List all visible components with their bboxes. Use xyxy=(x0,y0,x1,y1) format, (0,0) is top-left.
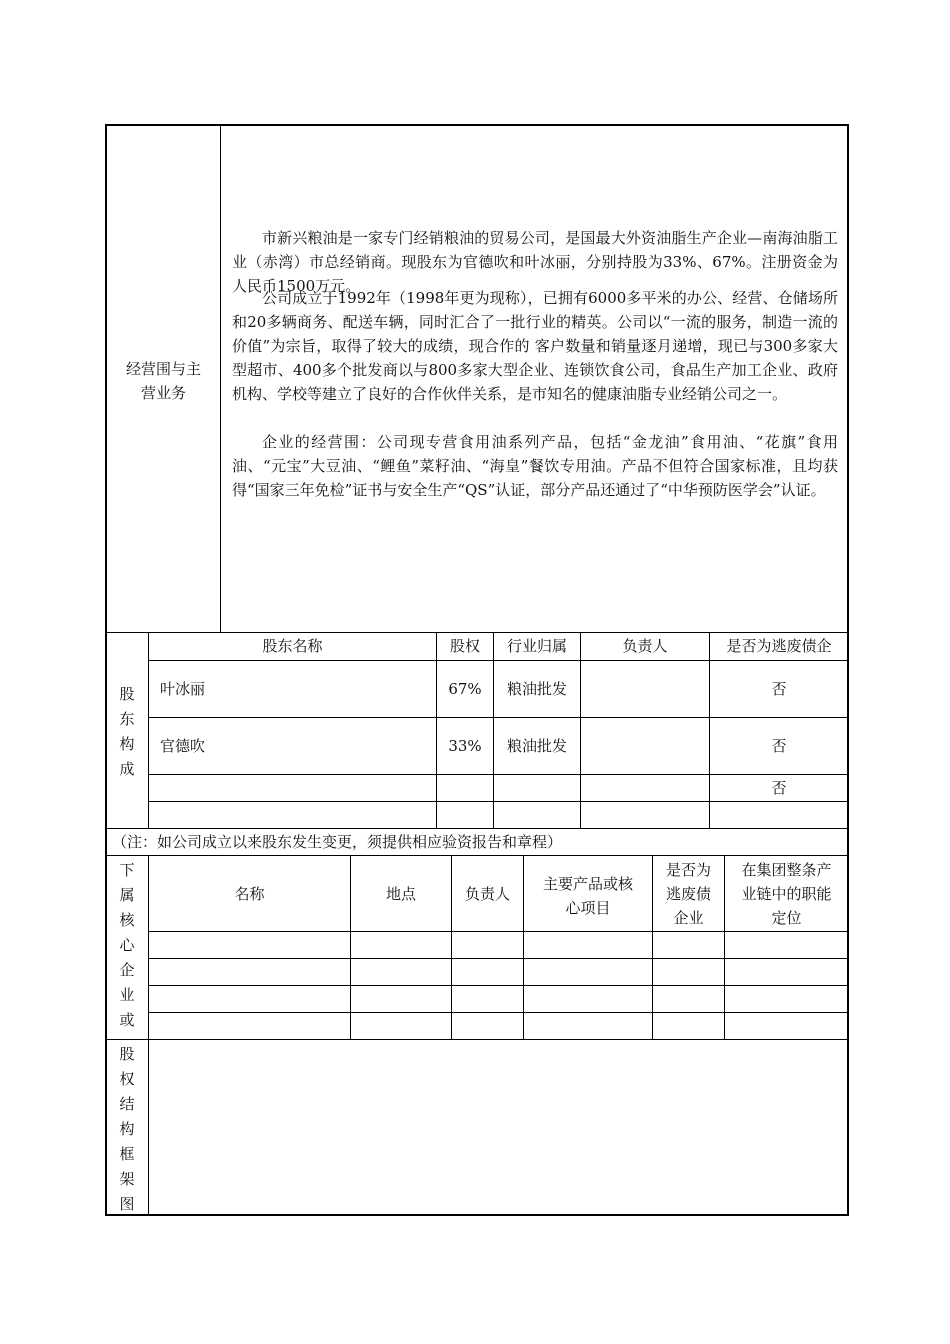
sub-line-1012 xyxy=(148,1012,848,1013)
border-top xyxy=(105,124,849,126)
sh-row2-equity: 33% xyxy=(448,737,482,755)
business-paragraph-2: 公司成立于1992年（1998年更为现称），已拥有6000多平米的办公、经营、仓储场所和20多辆商务、配送车辆，同时汇合了一批行业的精英。公司以“一流的服务，制造一流的价值”为宗旨，取得了较大的成绩，现合作的 客户数量和销量逐月递增，现已与300多家大型超市、400多个批发商以与800多家大型企业、连锁饮食公司，食品生产加工企业、政府机构、学校等建立了良好的合作伙伴关系，是市知名的健康油脂专业经销公司之一。 xyxy=(232,289,838,403)
sh-col-709 xyxy=(709,632,710,828)
sub-line-958 xyxy=(148,958,848,959)
sh-row1-equity: 67% xyxy=(448,680,482,698)
structure-diagram-area xyxy=(150,1041,846,1213)
business-label-line1: 经营围与主 xyxy=(125,360,201,378)
sh-line-660 xyxy=(148,660,848,661)
sub-line-1039 xyxy=(105,1039,849,1040)
sh-row1-evasion: 否 xyxy=(771,680,787,698)
sh-header-person: 负责人 xyxy=(622,637,668,655)
sub-header-evasion-line2: 逃废债 xyxy=(665,885,711,903)
sub-col-350 xyxy=(350,855,351,1039)
sh-row2-name: 官德吹 xyxy=(160,737,206,755)
shareholder-change-note: （注：如公司成立以来股东发生变更，须提供相应验资报告和章程） xyxy=(112,833,563,851)
sub-label-divider xyxy=(148,855,149,1216)
border-right xyxy=(847,124,849,1216)
sh-col-580 xyxy=(580,632,581,828)
sh-row2-industry: 粮油批发 xyxy=(506,737,567,755)
sh-row3-evasion: 否 xyxy=(771,779,787,797)
sh-row1-industry: 粮油批发 xyxy=(506,680,567,698)
line-632 xyxy=(105,632,849,633)
business-paragraph-3: 企业的经营围：公司现专营食用油系列产品，包括“金龙油”食用油、“花旗”食用油、“元宝”大豆油、“鲤鱼”菜籽油、“海皇”餐饮专用油。产品不但符合国家标准，且均获得“国家三年免检”证书与安全生产“QS”认证，部分产品还通过了“中华预防医学会”认证。 xyxy=(232,433,838,499)
sub-line-985 xyxy=(148,985,848,986)
business-label xyxy=(107,357,220,405)
sh-col-493 xyxy=(493,632,494,828)
sub-header-evasion-line1: 是否为 xyxy=(665,861,711,879)
shareholders-label: 股东构成 xyxy=(119,685,135,778)
sh-line-801 xyxy=(148,801,848,802)
sub-header-role-line1: 在集团整条产 xyxy=(741,861,832,879)
sub-header-role-line3: 定位 xyxy=(771,909,802,927)
sub-header-location: 地点 xyxy=(385,885,416,903)
sh-row1-name: 叶冰丽 xyxy=(160,680,206,698)
line-855 xyxy=(105,855,849,856)
sub-header-name: 名称 xyxy=(234,885,265,903)
sh-col-436 xyxy=(436,632,437,828)
sh-line-717 xyxy=(148,717,848,718)
sh-header-evasion: 是否为逃废债企 xyxy=(726,637,832,655)
sub-header-product-line2: 心项目 xyxy=(565,899,611,917)
structure-label: 股权结构框架图 xyxy=(119,1045,135,1213)
subsidiaries-label: 下属核心企业或 xyxy=(119,861,135,1029)
sub-header-product xyxy=(524,872,652,920)
sh-header-industry: 行业归属 xyxy=(506,637,567,655)
sub-header-person: 负责人 xyxy=(464,885,510,903)
sh-line-774 xyxy=(148,774,848,775)
sh-row2-evasion: 否 xyxy=(771,737,787,755)
sh-header-name: 股东名称 xyxy=(262,637,323,655)
business-label-line2: 营业务 xyxy=(140,384,186,402)
sh-line-828 xyxy=(105,828,849,829)
business-divider xyxy=(220,124,221,632)
sub-header-role-line2: 业链中的职能 xyxy=(741,885,832,903)
border-bottom xyxy=(105,1214,849,1216)
border-left xyxy=(105,124,107,1216)
sub-header-product-line1: 主要产品或核 xyxy=(542,875,633,893)
sh-header-equity: 股权 xyxy=(449,637,480,655)
business-paragraph-1: 市新兴粮油是一家专门经销粮油的贸易公司，是国最大外资油脂生产企业—南海油脂工业（赤湾）市总经销商。现股东为官德吹和叶冰丽，分别持股为33%、67%。注册资金为人民币1500万元。 xyxy=(232,229,838,295)
sub-line-931 xyxy=(148,931,848,932)
sh-label-divider xyxy=(148,632,149,828)
sub-header-role xyxy=(725,858,848,930)
sub-col-451 xyxy=(451,855,452,1039)
sub-header-evasion xyxy=(653,858,724,930)
sub-header-evasion-line3: 企业 xyxy=(673,909,704,927)
